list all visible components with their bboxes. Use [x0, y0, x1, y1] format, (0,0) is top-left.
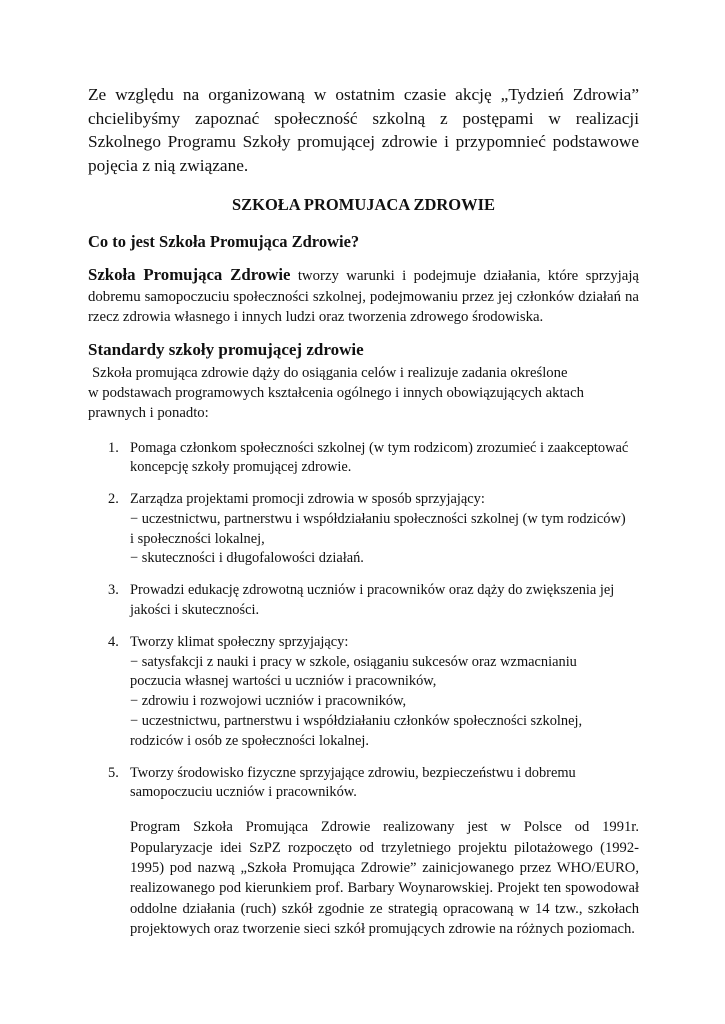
list-item-line: Tworzy środowisko fizyczne sprzyjające zdrowiu, bezpieczeństwu i dobremu [130, 764, 576, 781]
list-item-number: 5. [108, 764, 119, 781]
list-item-line: − skuteczności i długofalowości działań. [130, 550, 364, 567]
list-item-line: Prowadzi edukację zdrowotną uczniów i pracowników oraz dąży do zwiększenia jej [130, 582, 615, 599]
list-item-line: samopoczuciu uczniów i pracowników. [130, 784, 357, 801]
list-item-line: − uczestnictwu, partnerstwu i współdziałaniu członków społeczności szkolnej, [130, 713, 583, 730]
list-item [88, 581, 639, 621]
list-item-line: koncepcję szkoły promującej zdrowie. [130, 459, 352, 476]
definition-text: tworzy warunki i podejmuje działania, które sprzyjają dobremu samopoczuciu społeczności szkolnej, podejmowaniu przez jej członków działań na rzecz zdrowia własnego i innych ludzi oraz tworzenia zdrowego środowiska. [88, 268, 640, 325]
standards-intro-line: w podstawach programowych kształcenia ogólnego i innych obowiązujących aktach [88, 384, 584, 401]
list-item-line: Tworzy klimat społeczny sprzyjający: [130, 633, 349, 650]
list-item-number: 4. [108, 633, 119, 650]
question-heading: Co to jest Szkoła Promująca Zdrowie? [88, 232, 360, 251]
list-item-line: rodziców i osób ze społeczności lokalnej. [130, 732, 369, 749]
standards-intro [88, 363, 639, 423]
list-item-number: 1. [108, 439, 119, 456]
list-item-line: − zdrowiu i rozwojowi uczniów i pracowników, [130, 693, 407, 710]
list-item-line: i społeczności lokalnej, [130, 530, 265, 547]
standards-intro-line: Szkoła promująca zdrowie dąży do osiągania celów i realizuje zadania określone [92, 364, 568, 381]
list-item-line: Pomaga członkom społeczności szkolnej (w tym rodzicom) zrozumieć i zaakceptować [130, 439, 629, 456]
list-item [88, 633, 639, 752]
list-item-line: poczucia własnej wartości u uczniów i pracowników, [130, 673, 437, 690]
definition-lead: Szkoła Promująca Zdrowie [88, 265, 291, 284]
list-item-line: Zarządza projektami promocji zdrowia w sposób sprzyjający: [130, 491, 485, 508]
document-title: SZKOŁA PROMUJACA ZDROWIE [231, 195, 496, 214]
definition-paragraph [88, 265, 639, 328]
list-item [88, 490, 639, 569]
list-item [88, 439, 639, 479]
standards-list [88, 439, 639, 804]
closing-paragraph: Program Szkoła Promująca Zdrowie realizowany jest w Polsce od 1991r. Popularyzacje idei SzPZ rozpoczęto od trzyletniego projektu pilotażowego (1992-1995) pod nazwą „Szkoła Promująca Zdrowie” zainicjowanego przez WHO/EURO, realizowanego pod kierunkiem prof. Barbary Woynarowskiej. Projekt ten spowodował oddolne działania (ruch) szkół zgodnie ze strategią opracowaną w 14 tzw., szkołach projektowych oraz tworzenie sieci szkół promujących zdrowie na różnych poziomach. [130, 819, 639, 938]
list-item-line: − satysfakcji z nauki i pracy w szkole, osiąganiu sukcesów oraz wzmacnianiu [130, 653, 577, 670]
standards-intro-line: prawnych i ponadto: [88, 404, 209, 421]
list-item-line: − uczestnictwu, partnerstwu i współdziałaniu społeczności szkolnej (w tym rodziców) [130, 510, 626, 527]
standards-heading: Standardy szkoły promującej zdrowie [88, 339, 364, 359]
list-item-line: jakości i skuteczności. [130, 602, 260, 619]
intro-paragraph: Ze względu na organizowaną w ostatnim czasie akcję „Tydzień Zdrowia” chcielibyśmy zapoznać społeczność szkolną z postępami w realizacji Szkolnego Programu Szkoły promującej zdrowie i przypomnieć podstawowe pojęcia z nią związane. [88, 85, 639, 175]
list-item-number: 2. [108, 491, 119, 508]
list-item-number: 3. [108, 582, 119, 599]
list-item [88, 764, 639, 804]
